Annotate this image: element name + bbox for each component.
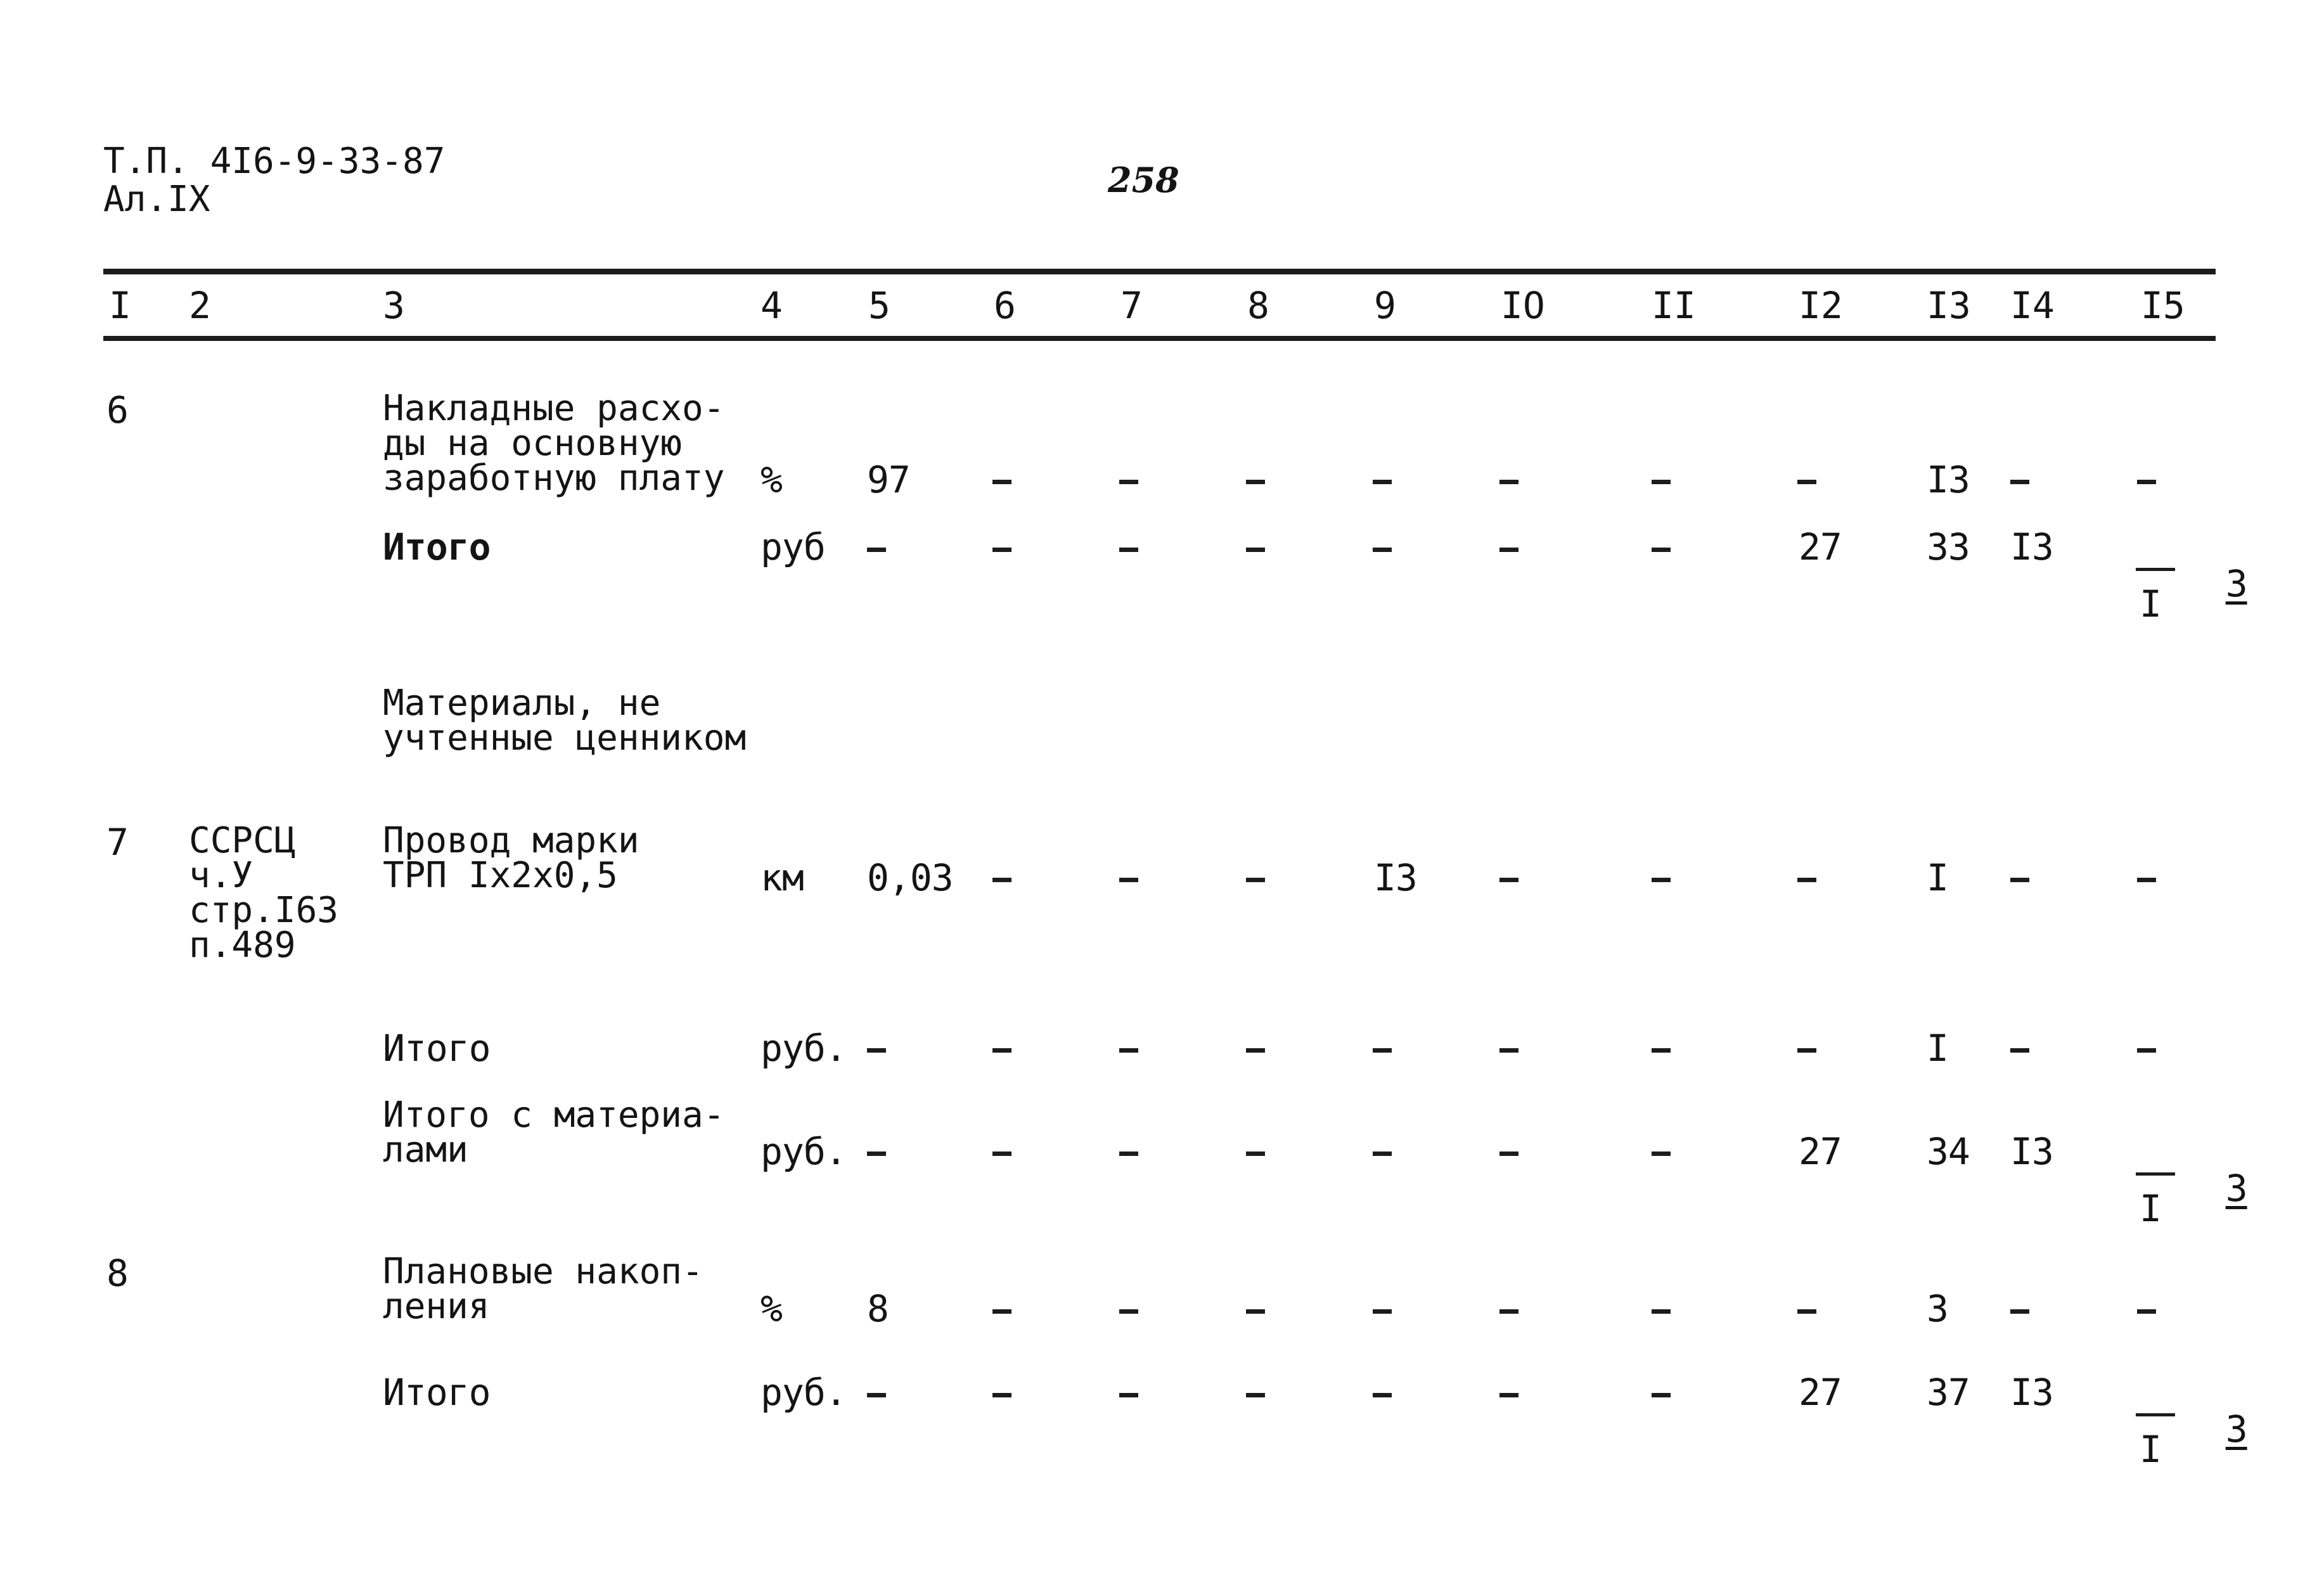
fraction-denominator: I xyxy=(2140,1187,2161,1230)
fraction-denominator: I xyxy=(2140,1428,2161,1471)
row-col-14: I3 xyxy=(2010,1130,2053,1173)
row-qty: 0,03 xyxy=(867,856,953,899)
row-col-13: 3 xyxy=(1927,1287,1948,1330)
col-header-12: I2 xyxy=(1799,284,1843,327)
row-name: Накладные расхо- ды на основную заработную плату xyxy=(383,388,725,499)
row-col-9: I3 xyxy=(1374,856,1417,899)
row-number: 8 xyxy=(106,1252,128,1295)
row-name: Итого xyxy=(383,1027,491,1070)
fraction-numerator: 3 xyxy=(2225,1408,2247,1451)
row-col-13: 33 xyxy=(1927,525,1970,568)
album-number: Ал.IX xyxy=(103,179,210,220)
row-name: Итого с материа- лами xyxy=(383,1094,725,1171)
row-col-13: I xyxy=(1927,856,1948,899)
row-reference: ССРСЦ ч.У стр.I63 п.489 xyxy=(189,820,339,966)
row-name: Плановые накоп- ления xyxy=(383,1251,703,1327)
col-header-8: 8 xyxy=(1247,284,1269,327)
row-number: 7 xyxy=(106,821,128,864)
row-col-14: I3 xyxy=(2010,525,2053,568)
row-col-12: 27 xyxy=(1799,1130,1842,1173)
col-header-6: 6 xyxy=(994,284,1016,327)
col-header-3: 3 xyxy=(383,284,405,327)
col-header-1: I xyxy=(109,284,131,327)
doc-code: Т.П. 4I6-9-33-87 xyxy=(103,141,446,182)
row-name: Провод марки ТРП Iх2х0,5 xyxy=(383,820,639,896)
row-col-13: I xyxy=(1927,1027,1948,1070)
col-header-11: II xyxy=(1652,284,1696,327)
row-name: Итого xyxy=(383,1371,491,1414)
row-col-14: I3 xyxy=(2010,1371,2053,1414)
section-heading: Материалы, не учтенные ценником xyxy=(383,683,747,759)
page-number: 258 xyxy=(1108,160,1179,200)
col-header-14: I4 xyxy=(2010,284,2055,327)
row-qty: 8 xyxy=(867,1287,889,1330)
row-unit: руб. xyxy=(761,1130,847,1173)
row-unit: % xyxy=(761,458,782,501)
row-col-13: 37 xyxy=(1927,1371,1970,1414)
col-header-13: I3 xyxy=(1927,284,1971,327)
row-col-13: 34 xyxy=(1927,1130,1970,1173)
row-unit: руб xyxy=(761,525,825,568)
row-name: Итого xyxy=(383,525,491,568)
col-header-5: 5 xyxy=(868,284,890,327)
row-unit: руб. xyxy=(761,1371,847,1414)
col-header-4: 4 xyxy=(761,284,783,327)
row-unit: руб. xyxy=(761,1027,847,1070)
row-unit: % xyxy=(761,1287,782,1330)
col-header-10: IO xyxy=(1501,284,1545,327)
row-qty: 97 xyxy=(867,458,910,501)
table-top-rule xyxy=(103,269,2216,274)
col-header-2: 2 xyxy=(189,284,211,327)
row-col-12: 27 xyxy=(1799,525,1842,568)
col-header-15: I5 xyxy=(2141,284,2185,327)
fraction-numerator: 3 xyxy=(2225,562,2247,605)
col-header-9: 9 xyxy=(1374,284,1396,327)
row-unit: км xyxy=(761,856,804,899)
row-col-12: 27 xyxy=(1799,1371,1842,1414)
row-number: 6 xyxy=(106,388,128,432)
fraction-denominator: I xyxy=(2140,582,2161,625)
row-col-13: I3 xyxy=(1927,458,1970,501)
table-header-rule xyxy=(103,336,2216,341)
col-header-7: 7 xyxy=(1120,284,1143,327)
fraction-numerator: 3 xyxy=(2225,1167,2247,1210)
